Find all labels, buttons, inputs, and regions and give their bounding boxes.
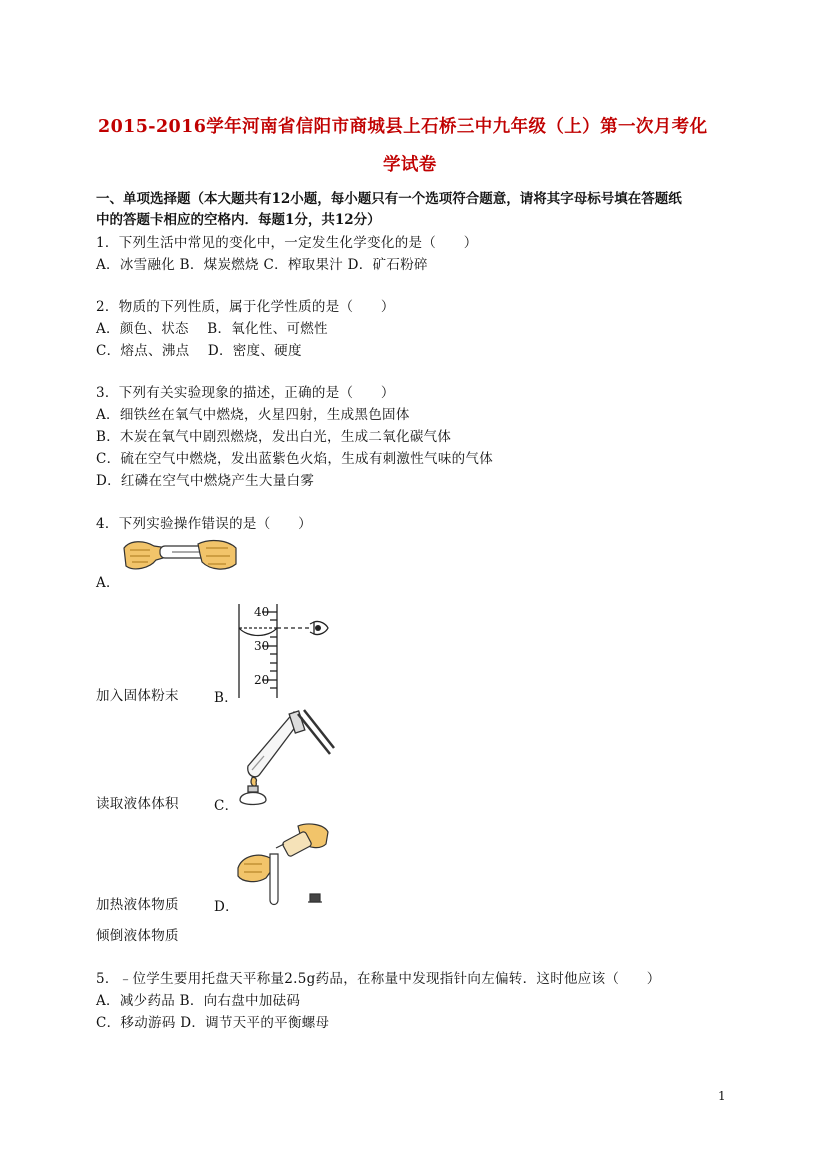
q2-stem: 2．物质的下列性质，属于化学性质的是（ ） <box>96 299 395 315</box>
q4-option-d-label: D． <box>214 899 239 915</box>
q5-options-line-2: C．移动游码 D．调节天平的平衡螺母 <box>96 1015 330 1031</box>
heating-test-tube-illustration <box>238 708 338 808</box>
q5-stem: 5．﹣位学生要用托盘天平称量2.5g药品，在称量中发现指针向左偏转．这时他应该（ ） <box>96 971 661 987</box>
test-tube-powder-illustration <box>120 534 240 582</box>
q3-option-d: D．红磷在空气中燃烧产生大量白雾 <box>96 473 315 489</box>
section-heading-line-1: 一、单项选择题（本大题共有12小题，每小题只有一个选项符合题意，请将其字母标号填在答题纸 <box>96 191 682 207</box>
section-heading-line-2: 中的答题卡相应的空格内．每题1分，共12分） <box>96 212 381 228</box>
cylinder-tick-30: 30 <box>254 639 270 653</box>
q3-option-a: A．细铁丝在氧气中燃烧，火星四射，生成黑色固体 <box>96 407 410 423</box>
q4-stem: 4．下列实验操作错误的是（ ） <box>96 516 312 532</box>
cylinder-tick-40: 40 <box>254 605 270 619</box>
q1-stem: 1．下列生活中常见的变化中，一定发生化学变化的是（ ） <box>96 235 478 251</box>
q3-stem: 3．下列有关实验现象的描述，正确的是（ ） <box>96 385 395 401</box>
q2-options-line-2: C．熔点、沸点 D．密度、硬度 <box>96 343 302 359</box>
q4-caption-b: 读取液体体积 <box>96 796 179 812</box>
pouring-liquid-illustration <box>236 822 334 908</box>
q1-options: A．冰雪融化 B．煤炭燃烧 C．榨取果汁 D．矿石粉碎 <box>96 257 428 273</box>
cylinder-tick-20: 20 <box>254 673 270 687</box>
q4-option-b-label: B． <box>214 690 239 706</box>
q3-option-c: C．硫在空气中燃烧，发出蓝紫色火焰，生成有刺激性气味的气体 <box>96 451 494 467</box>
q4-option-c-label: C． <box>214 798 239 814</box>
page-number: 1 <box>718 1089 726 1103</box>
q3-option-b: B．木炭在氧气中剧烈燃烧，发出白光，生成二氧化碳气体 <box>96 429 452 445</box>
q5-options-line-1: A．减少药品 B．向右盘中加砝码 <box>96 993 301 1009</box>
q4-caption-c: 加热液体物质 <box>96 897 179 913</box>
q2-options-line-1: A．颜色、状态 B．氧化性、可燃性 <box>96 321 328 337</box>
paper-title-line-2: 学试卷 <box>383 155 437 175</box>
paper-title-line-1: 2015-2016学年河南省信阳市商城县上石桥三中九年级（上）第一次月考化 <box>98 117 708 137</box>
q4-caption-a: 加入固体粉末 <box>96 688 179 704</box>
q4-option-a-label: A． <box>96 575 120 591</box>
graduated-cylinder-illustration <box>226 604 336 698</box>
q4-caption-d: 倾倒液体物质 <box>96 928 179 944</box>
